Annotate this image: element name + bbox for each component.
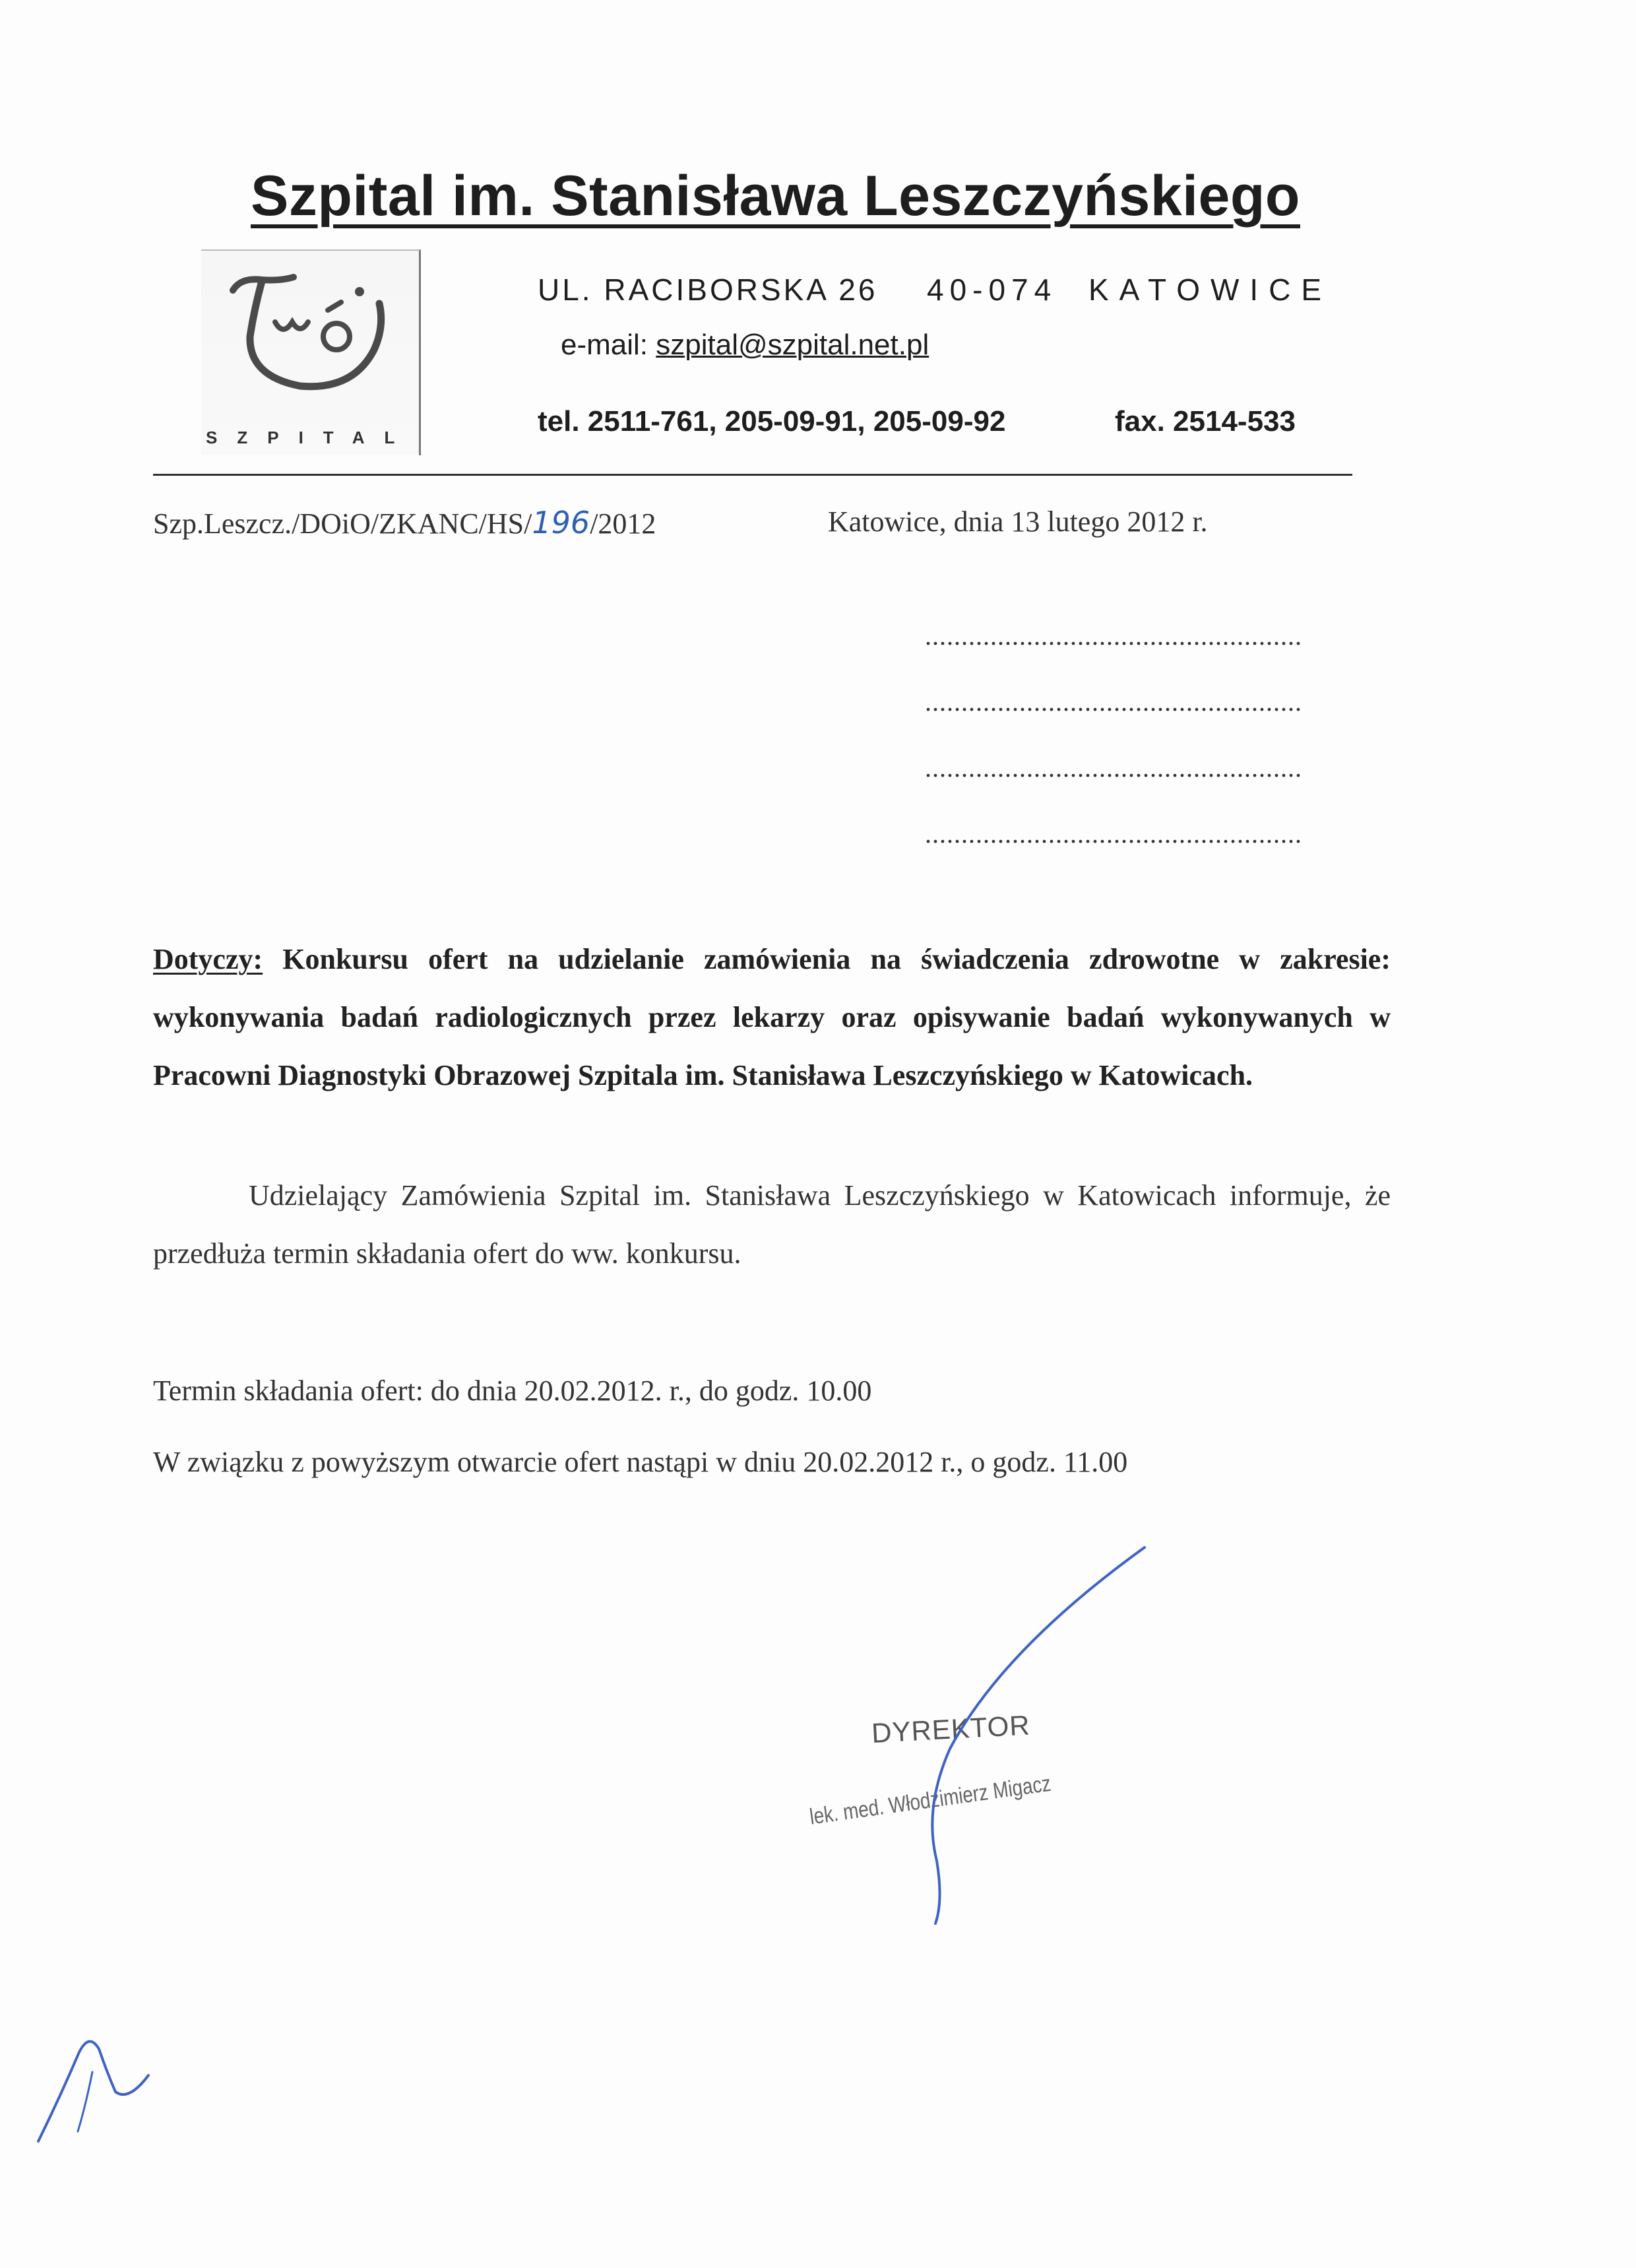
address-city: KATOWICE xyxy=(1088,273,1333,307)
document-date: Katowice, dnia 13 lutego 2012 r. xyxy=(828,505,1208,538)
email-label: e-mail: xyxy=(561,329,648,361)
deadline-line: Termin składania ofert: do dnia 20.02.2012. r., do godz. 10.00 xyxy=(153,1375,872,1407)
recipient-line: .................................................... xyxy=(925,753,1302,783)
recipient-line: .................................................... xyxy=(925,819,1302,849)
subject-label: Dotyczy: xyxy=(153,943,263,975)
reference-suffix: /2012 xyxy=(590,507,656,540)
opening-line: W związku z powyższym otwarcie ofert nastąpi w dniu 20.02.2012 r., o godz. 11.00 xyxy=(153,1446,1128,1478)
address-postcode: 40-074 xyxy=(927,273,1057,307)
body-paragraph: Udzielający Zamówienia Szpital im. Stanisława Leszczyńskiego w Katowicach informuje, że przedłuża termin składania ofert do ww. konkursu. xyxy=(153,1179,1391,1270)
reference-prefix: Szp.Leszcz./DOiO/ZKANC/HS/ xyxy=(153,507,532,540)
fax-number: fax. 2514-533 xyxy=(1115,405,1296,437)
subject-text: Konkursu ofert na udzielanie zamówienia na świadczenia zdrowotne w zakresie: wykonywania badań radiologicznych przez lekarzy oraz opisywanie badań wykonywanych w Pracowni Diagnostyki Obrazowej Szpitala im. Stanisława Leszczyńskiego w Katowicach. xyxy=(153,943,1391,1091)
stamp-name: lek. med. Włodzimierz Migacz xyxy=(808,1770,1053,1830)
recipient-line: .................................................... xyxy=(925,621,1302,651)
margin-initial-stroke xyxy=(78,2072,92,2131)
stamp-title: DYREKTOR xyxy=(871,1709,1031,1749)
email-link[interactable]: szpital@szpital.net.pl xyxy=(656,329,929,361)
address-street: UL. RACIBORSKA 26 xyxy=(538,273,878,307)
telephone-numbers: tel. 2511-761, 205-09-91, 205-09-92 xyxy=(538,405,1006,437)
director-signature xyxy=(932,1547,1145,1924)
recipient-line: .................................................... xyxy=(925,687,1302,717)
reference-handwritten-number: 196 xyxy=(532,505,590,540)
margin-initial xyxy=(38,2042,148,2141)
logo-wordmark: SZPITAL xyxy=(206,428,415,447)
hospital-title: Szpital im. Stanisława Leszczyńskiego xyxy=(251,164,1300,228)
